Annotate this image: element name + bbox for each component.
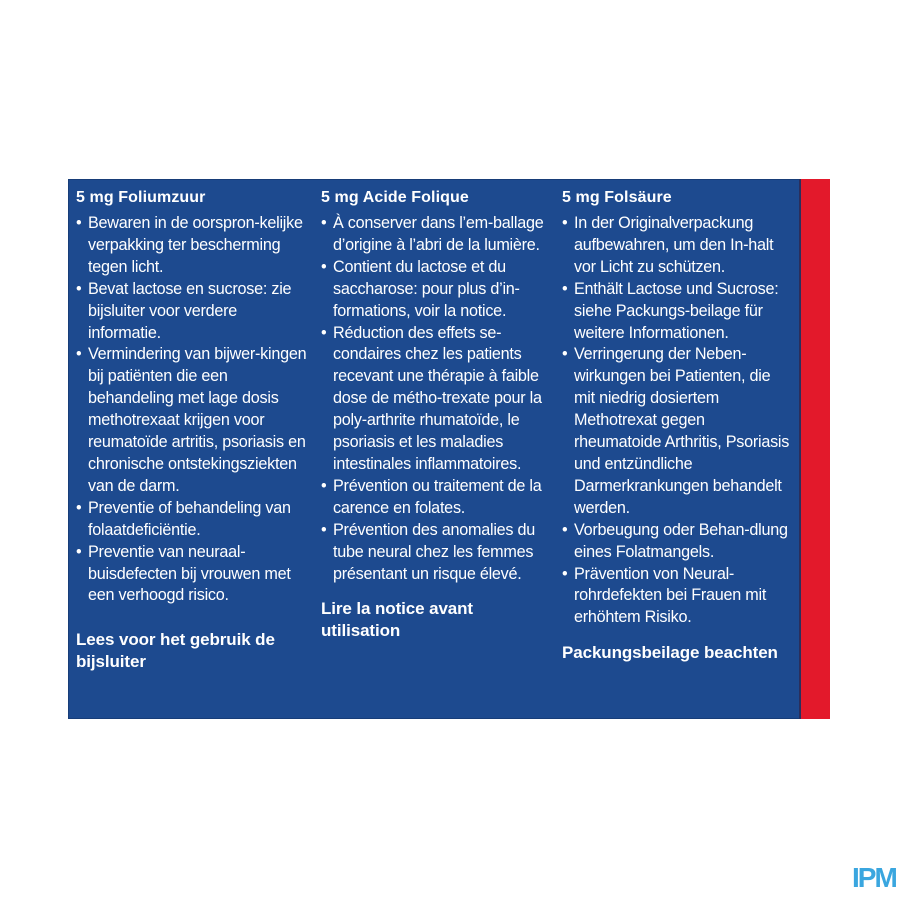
bullet-list xyxy=(562,213,792,629)
bullet-item: • Contient du lactose et du saccharose: pour plus d’in-formations, voir la notice. xyxy=(321,257,554,323)
column-footer-note: Packungsbeilage beachten xyxy=(562,643,778,663)
bullet-item: • Prévention ou traitement de la carence en folates. xyxy=(321,476,554,520)
column-title: 5 mg Foliumzuur xyxy=(76,189,206,206)
bullet-item: • Prävention von Neural-rohrdefekten bei Frauen mit erhöhtem Risiko. xyxy=(562,564,792,630)
bullet-item: • In der Originalverpackung aufbewahren, um den In-halt vor Licht zu schützen. xyxy=(562,213,792,279)
column-french xyxy=(321,189,554,642)
bullet-item: • À conserver dans l’em-ballage d’origine à l’abri de la lumière. xyxy=(321,213,554,257)
bullet-item: • Preventie of behandeling van folaatdeficiëntie. xyxy=(76,498,314,542)
column-title: 5 mg Acide Folique xyxy=(321,189,469,206)
bullet-item: • Verringerung der Neben-wirkungen bei Patienten, die mit niedrig dosiertem Methotrexat gegen rheumatoide Arthritis, Psoriasis und entzündliche Darmerkrankungen behandelt werden. xyxy=(562,344,792,519)
column-footer-note: Lire la notice avant utilisation xyxy=(321,599,473,641)
column-title: 5 mg Folsäure xyxy=(562,189,672,206)
column-footer-note: Lees voor het gebruik de bijsluiter xyxy=(76,630,275,672)
column-dutch xyxy=(76,189,314,673)
bullet-item: • Vermindering van bijwer-kingen bij patiënten die een behandeling met lage dosis methotrexaat krijgen voor reumatoïde artritis, psoriasis en chronische ontstekingsziekten van de darm. xyxy=(76,344,314,497)
red-accent-strip xyxy=(801,179,830,719)
bullet-item: • Vorbeugung oder Behan-dlung eines Folatmangels. xyxy=(562,520,792,564)
bullet-list xyxy=(321,213,554,585)
bullet-item: • Réduction des effets se-condaires chez les patients recevant une thérapie à faible dose de métho-trexate pour la poly-arthrite rhumatoïde, le psoriasis et les maladies intestinales inflammatoires. xyxy=(321,323,554,476)
bullet-list xyxy=(76,213,314,607)
bullet-item: • Preventie van neuraal-buisdefecten bij vrouwen met een verhoogd risico. xyxy=(76,542,314,608)
package-label-panel xyxy=(68,179,830,719)
bullet-item: • Bevat lactose en sucrose: zie bijsluiter voor verdere informatie. xyxy=(76,279,314,345)
ipm-logo-icon: IPM xyxy=(852,862,896,893)
column-german xyxy=(562,189,792,664)
bullet-item: • Enthält Lactose und Sucrose: siehe Packungs-beilage für weitere Informationen. xyxy=(562,279,792,345)
bullet-item: • Bewaren in de oorspron-kelijke verpakking ter bescherming tegen licht. xyxy=(76,213,314,279)
bullet-item: • Prévention des anomalies du tube neural chez les femmes présentant un risque élevé. xyxy=(321,520,554,586)
